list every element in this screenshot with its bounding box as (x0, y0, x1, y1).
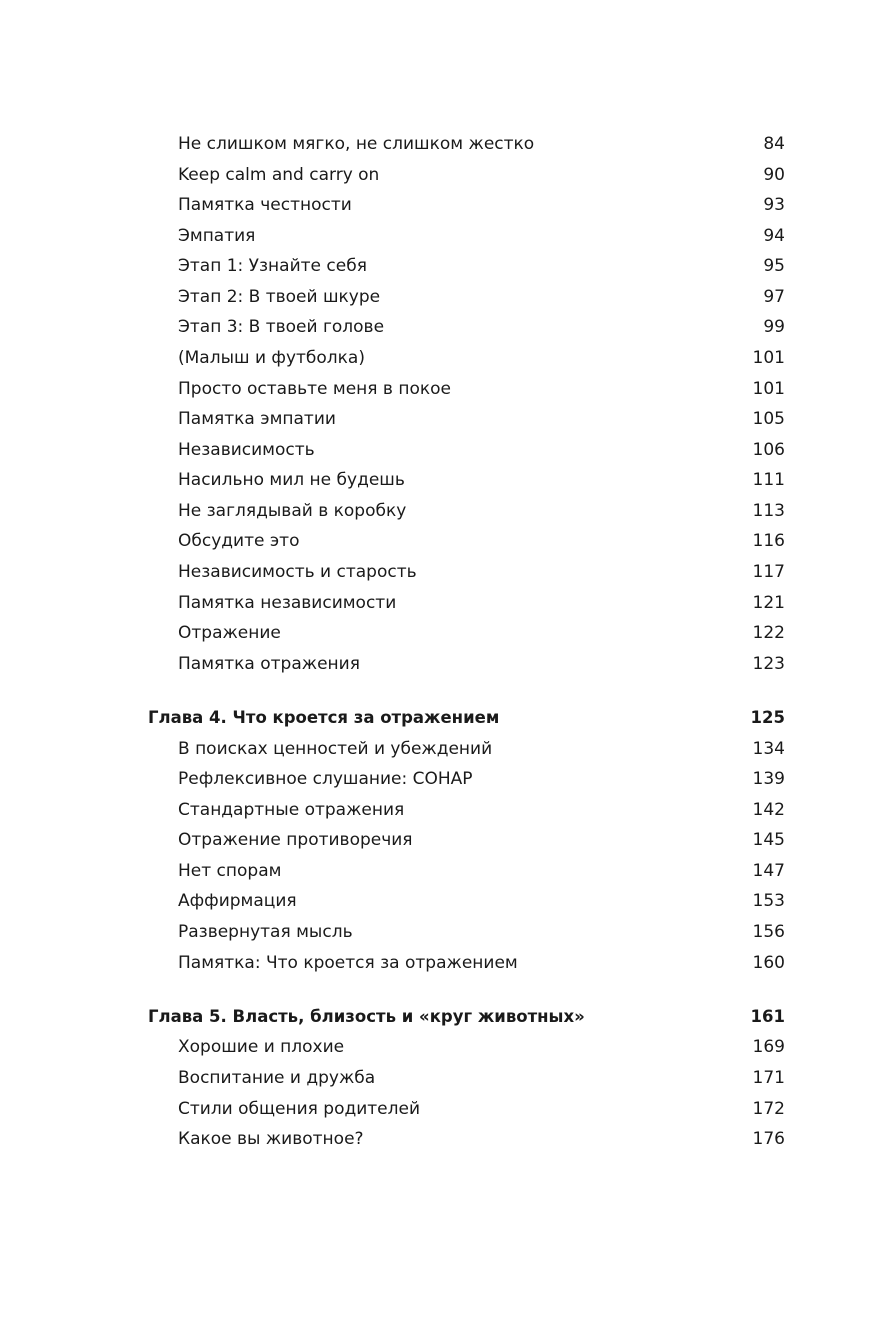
toc-entry-title: Не слишком мягко, не слишком жестко (178, 134, 535, 154)
toc-entry (0, 160, 886, 190)
toc-entry (0, 404, 886, 434)
toc-entry-title: Независимость и старость (178, 562, 417, 582)
toc-entry-title: Нет спорам (178, 861, 282, 881)
toc-entry (0, 917, 886, 947)
toc-entry-title: Стандартные отражения (178, 800, 405, 820)
chapter-page: 161 (750, 1007, 785, 1026)
toc-entry-title: Этап 2: В твоей шкуре (178, 287, 381, 307)
toc-entry (0, 221, 886, 251)
toc-entry (0, 129, 886, 159)
toc-entry-title: Развернутая мысль (178, 922, 353, 942)
toc-entry (0, 825, 886, 855)
toc-entry-page: 94 (763, 226, 785, 246)
toc-entry-page: 171 (752, 1068, 785, 1088)
toc-entry-page: 139 (752, 769, 785, 789)
toc-entry-page: 172 (752, 1099, 785, 1119)
toc-entry-title: В поисках ценностей и убеждений (178, 739, 493, 759)
toc-entry-page: 111 (752, 470, 785, 490)
toc-entry-page: 90 (763, 165, 785, 185)
toc-entry-title: Памятка честности (178, 195, 352, 215)
toc-entry-title: Просто оставьте меня в покое (178, 379, 451, 399)
toc-entry-page: 147 (752, 861, 785, 881)
toc-entry-page: 156 (752, 922, 785, 942)
toc-entry-title: Памятка отражения (178, 654, 360, 674)
toc-entry (0, 251, 886, 281)
toc-entry-title: Рефлексивное слушание: СОНАР (178, 769, 473, 789)
toc-entry-title: (Малыш и футболка) (178, 348, 365, 368)
chapter-title: Глава 4. Что кроется за отражением (148, 708, 500, 727)
toc-entry-title: Памятка независимости (178, 593, 397, 613)
toc-entry (0, 343, 886, 373)
toc-entry (0, 312, 886, 342)
toc-entry-page: 145 (752, 830, 785, 850)
toc-entry-page: 160 (752, 953, 785, 973)
toc-entry-title: Отражение (178, 623, 281, 643)
toc-entry (0, 1124, 886, 1154)
chapter-heading (0, 1002, 886, 1032)
toc-entry-title: Этап 1: Узнайте себя (178, 256, 367, 276)
toc-entry-title: Насильно мил не будешь (178, 470, 405, 490)
toc-entry (0, 374, 886, 404)
toc-entry (0, 795, 886, 825)
toc-entry (0, 649, 886, 679)
toc-entry-title: Независимость (178, 440, 315, 460)
toc-entry-page: 105 (752, 409, 785, 429)
toc-entry-page: 113 (752, 501, 785, 521)
toc-entry-page: 176 (752, 1129, 785, 1149)
toc-entry (0, 764, 886, 794)
toc-entry-page: 97 (763, 287, 785, 307)
toc-entry-title: Эмпатия (178, 226, 256, 246)
toc-entry (0, 618, 886, 648)
toc-entry (0, 282, 886, 312)
toc-entry-title: Какое вы животное? (178, 1129, 364, 1149)
toc-entry-title: Обсудите это (178, 531, 300, 551)
toc-entry-page: 122 (752, 623, 785, 643)
toc-entry (0, 588, 886, 618)
toc-entry-page: 117 (752, 562, 785, 582)
toc-entry-title: Хорошие и плохие (178, 1037, 345, 1057)
toc-entry (0, 948, 886, 978)
toc-entry (0, 190, 886, 220)
toc-entry-title: Памятка: Что кроется за отражением (178, 953, 518, 973)
toc-entry (0, 1063, 886, 1093)
toc-entry-page: 93 (763, 195, 785, 215)
toc-entry-title: Стили общения родителей (178, 1099, 421, 1119)
toc-entry-page: 169 (752, 1037, 785, 1057)
toc-entry (0, 856, 886, 886)
toc-entry (0, 734, 886, 764)
toc-entry-page: 95 (763, 256, 785, 276)
toc-entry-page: 142 (752, 800, 785, 820)
chapter-page: 125 (750, 708, 785, 727)
toc-entry (0, 526, 886, 556)
toc-entry-title: Воспитание и дружба (178, 1068, 376, 1088)
toc-entry-title: Памятка эмпатии (178, 409, 336, 429)
toc-entry-title: Отражение противоречия (178, 830, 413, 850)
toc-entry-page: 153 (752, 891, 785, 911)
toc-entry-page: 101 (752, 379, 785, 399)
toc-entry-page: 123 (752, 654, 785, 674)
toc-entry-page: 99 (763, 317, 785, 337)
toc-entry (0, 1094, 886, 1124)
toc-entry-page: 101 (752, 348, 785, 368)
toc-entry (0, 496, 886, 526)
toc-entry (0, 557, 886, 587)
toc-entry-page: 121 (752, 593, 785, 613)
toc-entry (0, 886, 886, 916)
toc-entry-page: 116 (752, 531, 785, 551)
toc-entry (0, 1032, 886, 1062)
chapter-title: Глава 5. Власть, близость и «круг животных» (148, 1007, 585, 1026)
toc-entry-page: 84 (763, 134, 785, 154)
toc-entry (0, 465, 886, 495)
toc-entry-title: Этап 3: В твоей голове (178, 317, 385, 337)
toc-entry-page: 134 (752, 739, 785, 759)
toc-entry-title: Аффирмация (178, 891, 297, 911)
toc-entry-page: 106 (752, 440, 785, 460)
chapter-heading (0, 703, 886, 733)
toc-entry (0, 435, 886, 465)
toc-entry-title: Keep calm and carry on (178, 165, 380, 185)
toc-entry-title: Не заглядывай в коробку (178, 501, 407, 521)
